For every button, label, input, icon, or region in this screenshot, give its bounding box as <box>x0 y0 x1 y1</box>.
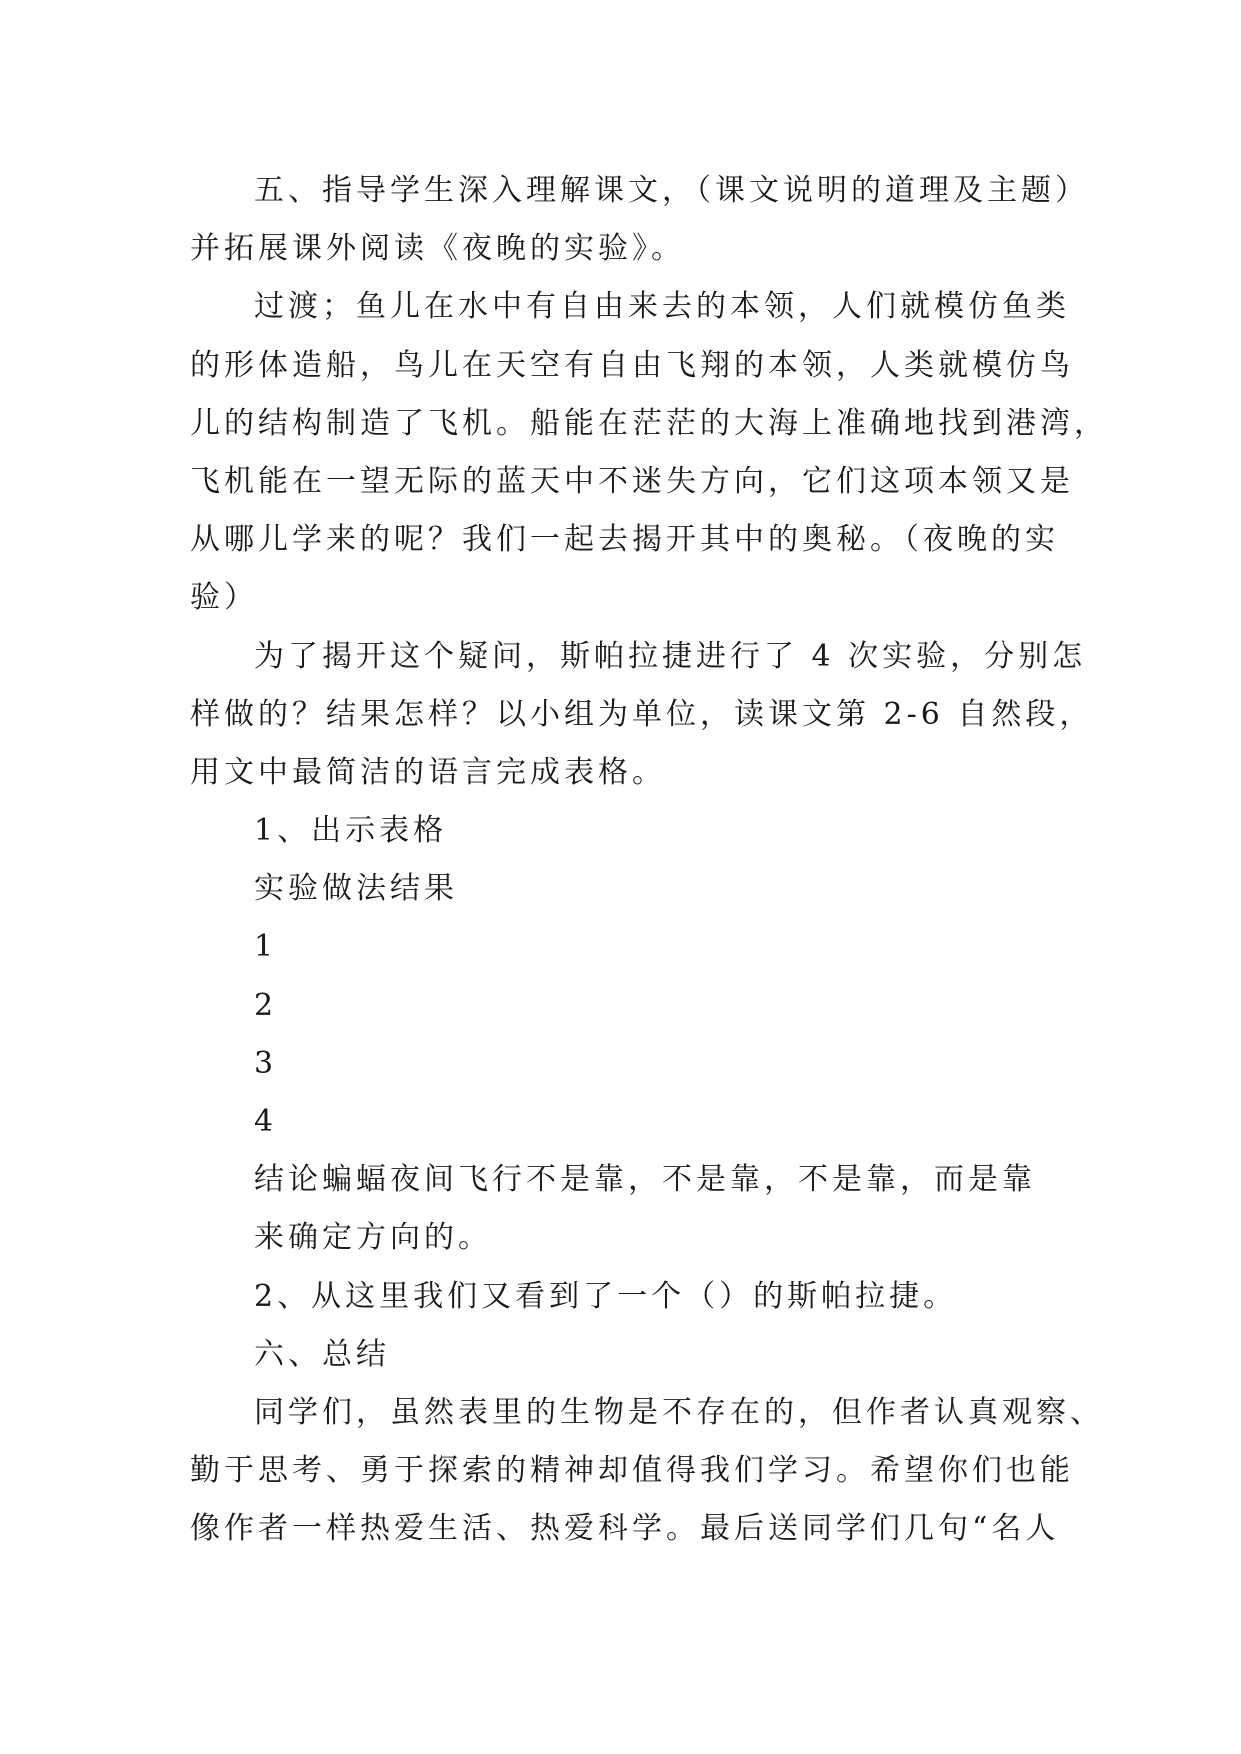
paragraph-line: 样做的？结果怎样？以小组为单位，读课文第 2-6 自然段， <box>190 696 1094 732</box>
conclusion-line: 来确定方向的。 <box>254 1220 492 1256</box>
table-row: 1 <box>254 929 278 965</box>
paragraph-line: 用文中最简洁的语言完成表格。 <box>190 754 666 790</box>
table-header: 实验做法结果 <box>254 871 458 907</box>
paragraph-line: 为了揭开这个疑问，斯帕拉捷进行了 4 次实验，分别怎 <box>254 638 1087 674</box>
table-row: 2 <box>254 987 278 1023</box>
table-row: 3 <box>254 1045 278 1081</box>
paragraph-line: 同学们，虽然表里的生物是不存在的，但作者认真观察、 <box>254 1394 1104 1430</box>
table-row: 4 <box>254 1104 278 1139</box>
paragraph-line: 从哪儿学来的呢？我们一起去揭开其中的奥秘。（夜晚的实 <box>190 522 1059 558</box>
paragraph-line: 勤于思考、勇于探索的精神却值得我们学习。希望你们也能 <box>190 1453 1074 1489</box>
conclusion-line: 结论蝙蝠夜间飞行不是靠，不是靠，不是靠，而是靠 <box>254 1162 1036 1198</box>
paragraph-line: 并拓展课外阅读《夜晚的实验》。 <box>190 231 685 267</box>
list-item: 2、从这里我们又看到了一个（）的斯帕拉捷。 <box>254 1278 958 1314</box>
paragraph-line: 验） <box>190 580 258 616</box>
paragraph-line: 像作者一样热爱生活、热爱科学。最后送同学们几句“名人 <box>190 1511 1060 1547</box>
section-heading-5: 五、指导学生深入理解课文，（课文说明的道理及主题） <box>254 173 1089 208</box>
list-item: 1、出示表格 <box>254 813 448 849</box>
document-body <box>190 162 1108 1559</box>
section-heading-6: 六、总结 <box>254 1336 390 1372</box>
paragraph-line: 的形体造船，鸟儿在天空有自由飞翔的本领，人类就模仿鸟 <box>190 347 1074 383</box>
paragraph-line: 飞机能在一望无际的蓝天中不迷失方向，它们这项本领又是 <box>190 463 1074 499</box>
paragraph-line: 过渡；鱼儿在水中有自由来去的本领，人们就模仿鱼类 <box>254 289 1070 325</box>
paragraph-line: 儿的结构制造了飞机。船能在茫茫的大海上准确地找到港湾， <box>190 405 1108 441</box>
